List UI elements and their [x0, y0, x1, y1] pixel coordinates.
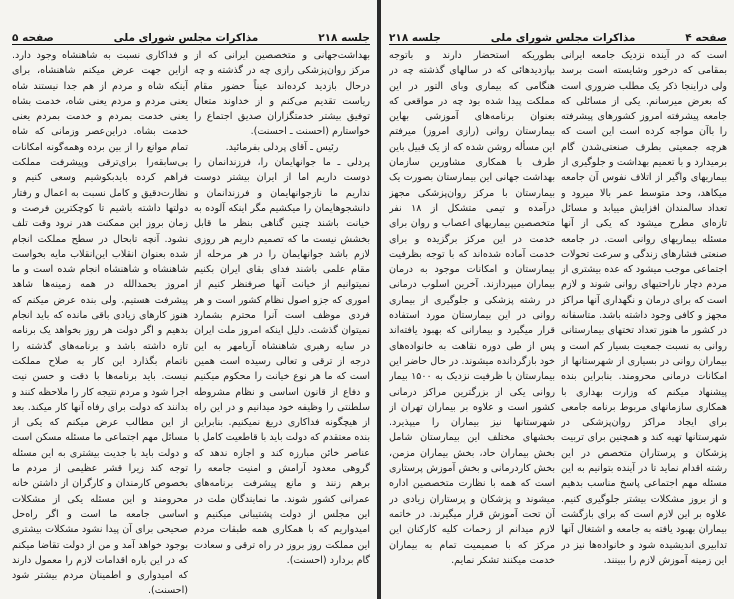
text-column-right [561, 48, 727, 596]
paragraph: و فداکاری نسبت به شاهنشاه وجود دارد. ازاین جهت عرض میکنم شاهنشاه، برای آینکه شاه و مردم از هم جدا نیستند شاه یعنی مردم و مردم یعنی شاه، خدمت بشاه یعنی خدمت بمردم و خدمت بمردم یعنی خدمت بشاه. دراین‌عصر وزمانی که شاه تمام موانع را از بین برده وهمه‌گونه امکانات بی‌سابقه‌را برای‌ترقی وپیشرفت مملکت فراهم کرده باید‌بکوشیم وسعی کنیم و نظارت‌دقیق و کامل نسبت به اعمال و رفتار دولتها داشته باشیم تا کوچکترین فرصت و زمان بروز این ممکنت هدر نرود وقت تلف نشود. آنچه تابحال در سطح مملکت انجام شده بعنوان انقلاب این‌انقلاب مایه بخواست شاهنشاه و شاهنشاه انجام شده است و ما امروز بحمدالله در همه زمینه‌ها شاهد پیشرفت هستیم. ولی بنده عرض میکنم که هنوز کارهای زیادی باقی مانده که باید انجام بدهیم و اگر دولت هر روز بخواهد یک برنامه تازه داشته باشد و برنامه‌های گذشته را ناتمام بگذارد این کار به صلاح مملکت نیست. باید برنامه‌ها با دقت و حسن نیت اجرا شود و مردم نتیجه کار را ملاحظه کنند و بدانند که دولت برای رفاه آنها کار میکند. بعد از این مطالب عرض میکنم که یکی از مسائل مهم اجتماعی ما مسئله مسکن است و دولت باید با جدیت بیشتری به این مسئله توجه کند زیرا قشر عظیمی از مردم ما بخصوص کارمندان و کارگران از داشتن خانه محرومند و این مسئله یکی از مشکلات اساسی جامعه ما است و اگر راه‌حل صحیحی برای آن پیدا نشود مشکلات بیشتری بوجود خواهد آمد و من از دولت تقاضا میکنم که در این باره اقدامات لازم را معمول دارند که امیدواری و اطمینان مردم بیشتر شود (احسنت). [12, 50, 188, 596]
text-column-right [194, 48, 370, 596]
right-page [381, 0, 734, 599]
session-number: جلسه ۲۱۸ [318, 32, 370, 44]
page-number: صفحه ۴ [685, 32, 727, 44]
speaker-line: رئیس ـ آقای پردلی بفرمائید. [225, 141, 339, 153]
paragraph: بطوریکه استحضار دارند و باتوجه بپازدیدهائی که در سالهای گذشته چه در هنگامی که بیماری وبای التور در این مملکت پیدا شده بود چه در مواقعی که بعنوان برنامه‌های آموزشی بهاین بیمارستان روانی (رازی امروز) میرفتم این مسأله روشن شده که از یک قبیل باین طرف با همکاری مشاورین سازمان بهداشت جهانی این بیمارستان بصورت یک بیمارستان با مرکز روان‌پزشکی مجهز درآمده و تیمی متشکل از ۱۸ نفر متخصصین بیماریهای اعصاب و روان برای خدمت در این مرکز برگزیده و برای خدمت آماده شده‌اند که با توجه بظرفیت بیمارستان و امکانات موجود به درمان بیماران میپردازند. آخرین اسلوب درمانی در رشته پزشکی و جلوگیری از بیماری روانی در این بیمارستان مورد استفاده قرار میگیرد و بیمارانی که بهبود یافته‌اند پس از طی دوره نقاهت به خانواده‌های خود بازگردانده میشوند. در حال حاضر این بیمارستان با ظرفیت نزدیک به ۱۵۰۰ بیمار روانی یکی از بزرگترین مراکز درمانی کشور است و علاوه بر بیماران تهران از شهرستانها نیز بیماران را میپذیرد. بخشهای مختلف این بیمارستان شامل بخش بیماران حاد، بخش بیماران مزمن، بخش کاردرمانی و بخش آموزش پرستاری است که همه با نظارت متخصصین اداره میشوند و پزشکان و پرستاران زیادی در آن تحت آموزش قرار میگیرند. در خاتمه لازم میدانم از زحمات کلیه کارکنان این مرکز که با صمیمیت تمام به بیماران خدمت میکنند تشکر نمایم. [389, 50, 555, 566]
page-header [389, 28, 727, 45]
page-header [12, 28, 370, 45]
paragraph: است که در آینده نزدیک جامعه ایرانی بمقامی که درخور وشایسته است برسد ولی دراینجا ذکر یک مطلب ضروری است که بعرض میرسانم. یکی از مسائلی که جامعه پیشرفته امروز کشورهای پیشرفته را باآن مواجه کرده است این است که هرچه جمعیتی بطرف صنعتی‌شدن گام برمیدارد و با تعمیم بهداشت و جلوگیری از بیماریهای واگیر از اتلاف نفوس آن جامعه میکاهد، وحد متوسط عمر بالا میرود و تعداد سالمندان افزایش مییابد و مسائل تازه‌ای مطرح میشود که یکی از آنها مسئله بیماریهای روانی است. در جامعه صنعتی فشارهای زندگی و سرعت تحولات اجتماعی موجب میشود که عده بیشتری از مردم دچار ناراحتیهای روانی شوند و لازم است که برای درمان و نگهداری آنها مراکز مجهز و کافی وجود داشته باشد. متاسفانه در کشور ما هنوز تعداد تختهای بیمارستانی روانی به نسبت جمعیت بسیار کم است و بیماران روانی در بسیاری از شهرستانها از امکانات درمانی محرومند. بنابراین بنده پیشنهاد میکنم که وزارت بهداری با همکاری سازمانهای مربوط برنامه جامعی برای ایجاد مراکز روان‌پزشکی در شهرستانها تهیه کند و همچنین برای تربیت پزشکان و پرستاران متخصص در این رشته اقدام نماید تا در آینده بتوانیم به این مسئله مهم اجتماعی پاسخ مناسب بدهیم و از بروز مشکلات بیشتر جلوگیری کنیم. علاوه بر این لازم است که برای بازگشت بیماران بهبود یافته به جامعه و اشتغال آنها تدابیری اندیشیده شود و خانواده‌ها نیز در این زمینه آموزش لازم را ببینند. [561, 50, 727, 566]
header-title: مذاکرات مجلس شورای ملی [490, 32, 636, 44]
header-title: مذاکرات مجلس شورای ملی [113, 32, 259, 44]
paragraph: پردلی ـ ما جوانهایمان را، فرزندانمان را دوست داریم اما از ایران بیشتر دوست نداریم ما نازجوانهایمان و فرزندانمان و دانشجوهایمان را میکشیم مگر اینکه آلوده به خیانت باشند چنین گناهی بنظر ما قابل بخشش نیست ما که تصمیم داریم هر روزی لازم باشد جوانهایمان را در هر مرحله از مقام علمی باشند فدای بقای ایران بکنیم نمیتوانیم از خیانت آنها صرفنظر کنیم از اموری که جزو اصول نظام کشور است و هر فردی موظف است آنرا محترم بشمارد نمیتوان گذشت. دلیل اینکه امروز ملت ایران در سایه رهبری شاهنشاه آریامهر به این درجه از ترقی و تعالی رسیده است همین است که ما هر نوع خیانت را محکوم میکنیم و دفاع از قانون اساسی و نظام مشروطه سلطنتی را وظیفه خود میدانیم و در این راه از هیچگونه فداکاری دریغ نمیکنیم. بنابراین بنده معتقدم که دولت باید با قاطعیت کامل با عناصر خائن مبارزه کند و اجازه ندهد که گروهی معدود آرامش و امنیت جامعه را برهم زنند و مانع پیشرفت برنامه‌های عمرانی کشور شوند. ما نمایندگان ملت در این مجلس از دولت پشتیبانی میکنیم و امیدواریم که با همکاری همه طبقات مردم این مملکت روز بروز در راه ترقی و سعادت گام بردارد (احسنت). [194, 157, 370, 566]
text-column-left [12, 48, 188, 596]
session-number: جلسه ۲۱۸ [389, 32, 441, 44]
text-column-left [389, 48, 555, 596]
page-number: صفحه ۵ [12, 32, 54, 44]
paragraph: بهداشت‌جهانی و متخصصین ایرانی که از مرکز روان‌پزشکی رازی چه در گذشته و چه درحال بازدید کرده‌اند عیناً حضور مقام ریاست تقدیم می‌کنم و از خداوند متعال توفیق بیشتر خدمتگزاران صدیق اجتماع را خواستارم (احسنت ـ احسنت). [194, 50, 370, 138]
